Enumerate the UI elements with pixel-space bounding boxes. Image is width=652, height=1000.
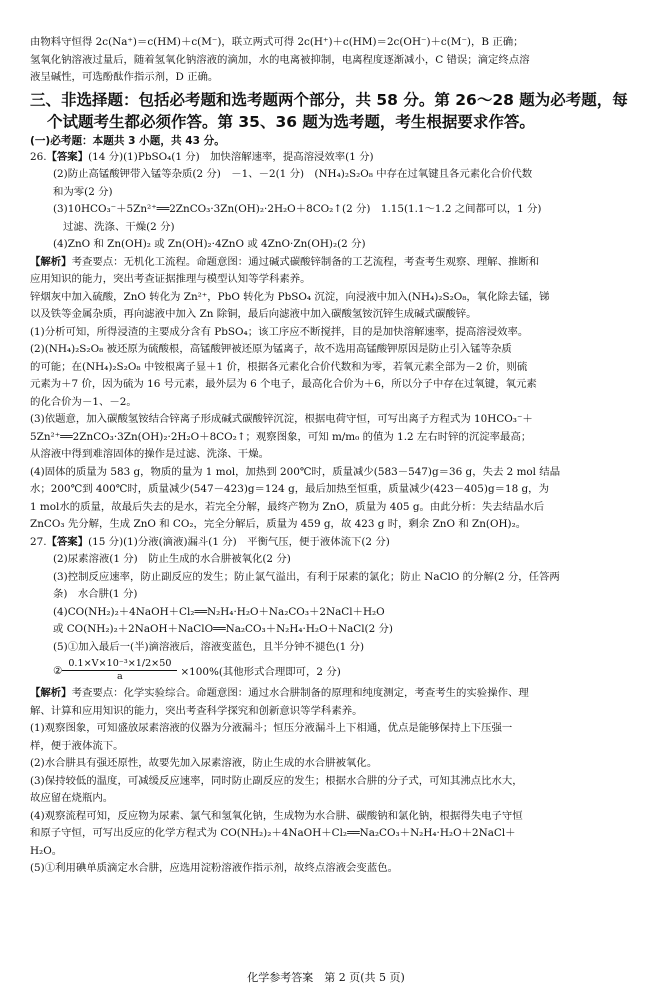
text-line: 1 mol水的质量，故最后失去的是水，若完全分解，最终产物为 ZnO，质量为 405 g。由此分析：失去结晶水后: [30, 500, 545, 513]
text-line: 水；200℃到 400℃时，质量减少(547－423)g＝124 g，最后加热至恒重，质量减少(423－405)g＝18 g，为: [30, 483, 549, 495]
text-line: (3)保持较低的温度，可减缓反应速率，同时防止副反应的发生；根据水合肼的分子式，可知其沸点比水大，: [30, 774, 523, 787]
text-line: (4)观察流程可知，反应物为尿素、氯气和氢氧化钠，生成物为水合肼、碳酸钠和氯化钠，根据得失电子守恒: [30, 809, 523, 822]
text-line: H₂O。: [30, 844, 63, 857]
analysis-line: 【解析】考查要点：化学实验综合。命题意图：通过水合肼制备的原理和纯度测定，考查考生的实验操作、理: [30, 687, 529, 699]
text-line: (3)10HCO₃⁻＋5Zn²⁺══2ZnCO₃·3Zn(OH)₂·2H₂O＋8CO₂↑(2 分) 1.15(1.1～1.2 之间都可以，1 分): [53, 203, 542, 215]
text-line: (4)ZnO 和 Zn(OH)₂ 或 Zn(OH)₂·4ZnO 或 4ZnO·Zn(OH)₂(2 分): [53, 238, 366, 250]
text-line: 液呈碱性，可选酚酞作指示剂，D 正确。: [30, 71, 219, 83]
text-line: (2)水合肼具有强还原性，故要先加入尿素溶液，防止生成的水合肼被氧化。: [30, 757, 378, 769]
text-line: 样，便于液体流下。: [30, 739, 124, 752]
text-line: 或 CO(NH₂)₂＋2NaOH＋NaClO══Na₂CO₃＋N₂H₄·H₂O＋NaCl(2 分): [53, 623, 393, 635]
formula-line: [30, 658, 628, 683]
section-heading-line1: 三、非选择题：包括必考题和选考题两个部分，共 58 分。第 26～28 题为必考题，每: [30, 90, 628, 109]
text-line: (5)①利用碘单质滴定水合肼，应选用淀粉溶液作指示剂，故终点溶液会变蓝色。: [30, 862, 398, 874]
analysis-tag: 【解析】: [30, 255, 72, 268]
text-line: (2)尿素溶液(1 分) 防止生成的水合肼被氧化(2 分): [53, 553, 291, 565]
text-line: 的化合价为－1、－2。: [30, 395, 137, 408]
text-line: (2)防止高锰酸钾带入锰等杂质(2 分) －1、－2(1 分) (NH₄)₂S₂O₈ 中存在过氧键且各元素化合价代数: [53, 168, 533, 180]
text-line: 以及铁等金属杂质，再向滤液中加入 Zn 除铜，最后向滤液中加入碳酸氢铵沉锌生成碱式碳酸锌。: [30, 308, 477, 320]
fraction: [62, 658, 177, 683]
fraction-numerator: 0.1×V×10⁻³×1/2×50: [62, 658, 177, 671]
circled-number: ②: [53, 664, 63, 677]
text-line: (3)依题意，加入碳酸氢铵结合锌离子形成碱式碳酸锌沉淀，根据电荷守恒，可写出离子方程式为 10HCO₃⁻＋: [30, 413, 533, 425]
text-line: (1)分析可知，所得浸渣的主要成分含有 PbSO₄；该工序应不断搅拌，目的是加快溶解速率，提高溶浸效率。: [30, 325, 529, 338]
text-line: 由物料守恒得 2c(Na⁺)＝c(HM)＋c(M⁻)，联立两式可得 2c(H⁺)＋c(HM)＝2c(OH⁻)＋c(M⁻)，B 正确；: [30, 36, 524, 48]
section-heading-line2: 个试题考生都必须作答。第 35、36 题为选考题，考生根据要求作答。: [47, 112, 535, 131]
text-line: 故应留在烧瓶内。: [30, 792, 114, 804]
subsection-heading: (一)必考题：本题共 3 小题，共 43 分。: [30, 134, 225, 147]
answer-tag: 【答案】: [46, 150, 89, 163]
page-footer: 化学参考答案 第 2 页(共 5 页): [247, 971, 405, 984]
answer-page: [30, 34, 628, 878]
q27-answer-line: 27.【答案】(15 分)(1)分液(滴液)漏斗(1 分) 平衡气压，便于液体流下(2 分): [30, 535, 390, 548]
text-line: ZnCO₃ 先分解，生成 ZnO 和 CO₂，完全分解后，质量为 459 g，故 423 g 时，剩余 ZnO 和 Zn(OH)₂。: [30, 518, 527, 530]
text-line: 的可能；在(NH₄)₂S₂O₈ 中铵根离子显＋1 价，根据各元素化合价代数和为零，若氧元素全部为－2 价，则硫: [30, 360, 528, 373]
q26-answer-line: 26.【答案】(14 分)(1)PbSO₄(1 分) 加快溶解速率，提高溶浸效率(1 分): [30, 150, 374, 163]
fraction-denominator: a: [117, 671, 123, 682]
formula-tail: ×100%(其他形式合理即可，2 分): [180, 666, 341, 678]
question-number: 26.: [30, 150, 47, 163]
analysis-tag: 【解析】: [30, 687, 72, 699]
text-line: 氢氧化钠溶液过量后，随着氢氧化钠溶液的滴加，水的电离被抑制，电离程度逐渐减小，C 错误；滴定终点溶: [30, 53, 530, 66]
text-line: (5)①加入最后一(半)滴溶液后，溶液变蓝色，且半分钟不褪色(1 分): [53, 640, 365, 653]
text-line: (3)控制反应速率，防止副反应的发生；防止氯气溢出，有利于尿素的氯化；防止 NaClO 的分解(2 分，任答两: [53, 570, 560, 583]
answer-tag: 【答案】: [46, 535, 89, 548]
text-line: 解、计算和应用知识的能力，突出考查科学探究和创新意识等学科素养。: [30, 704, 363, 717]
text-line: 元素为＋7 价，因为硫为 16 号元素，最外层为 6 个电子，最高化合价为＋6，所以分子中存在过氧键，氧元素: [30, 378, 537, 390]
text-line: (4)固体的质量为 583 g，物质的量为 1 mol，加热到 200℃时，质量减少(583－547)g＝36 g，失去 2 mol 结晶: [30, 465, 561, 478]
text-line: 5Zn²⁺══2ZnCO₃·3Zn(OH)₂·2H₂O＋8CO₂↑；观察图象，可知 m/m₀ 的值为 1.2 左右时锌的沉淀率最高；: [30, 430, 532, 443]
question-number: 27.: [30, 535, 47, 548]
text-line: 条) 水合肼(1 分): [53, 588, 138, 600]
text-line: (1)观察图象，可知盛放尿素溶液的仪器为分液漏斗；恒压分液漏斗上下相通，优点是能够保持上下压强一: [30, 722, 513, 734]
text-line: (4)CO(NH₂)₂＋4NaOH＋Cl₂══N₂H₄·H₂O＋Na₂CO₃＋2NaCl＋H₂O: [53, 605, 385, 618]
text-line: 应用知识的能力，突出考查证据推理与模型认知等学科素养。: [30, 273, 311, 285]
text-line: (2)(NH₄)₂S₂O₈ 被还原为硫酸根，高锰酸钾被还原为锰离子，故不选用高锰酸钾原因是防止引入锰等杂质: [30, 343, 512, 355]
text-line: 和为零(2 分): [53, 185, 113, 198]
text-line: 和原子守恒，可写出反应的化学方程式为 CO(NH₂)₂＋4NaOH＋Cl₂══Na₂CO₃＋N₂H₄·H₂O＋2NaCl＋: [30, 827, 516, 839]
text-line: 从溶液中得到难溶固体的操作是过滤、洗涤、干燥。: [30, 448, 269, 460]
text-line: 锌烟灰中加入硫酸，ZnO 转化为 Zn²⁺，PbO 转化为 PbSO₄ 沉淀，向浸液中加入(NH₄)₂S₂O₈，氧化除去锰，锑: [30, 290, 550, 303]
text-line: 过滤、洗涤、干燥(2 分): [63, 220, 175, 233]
section-heading: [30, 89, 628, 133]
analysis-line: 【解析】考查要点：无机化工流程。命题意图：通过碱式碳酸锌制备的工艺流程，考查考生观察、理解、推断和: [30, 255, 540, 268]
